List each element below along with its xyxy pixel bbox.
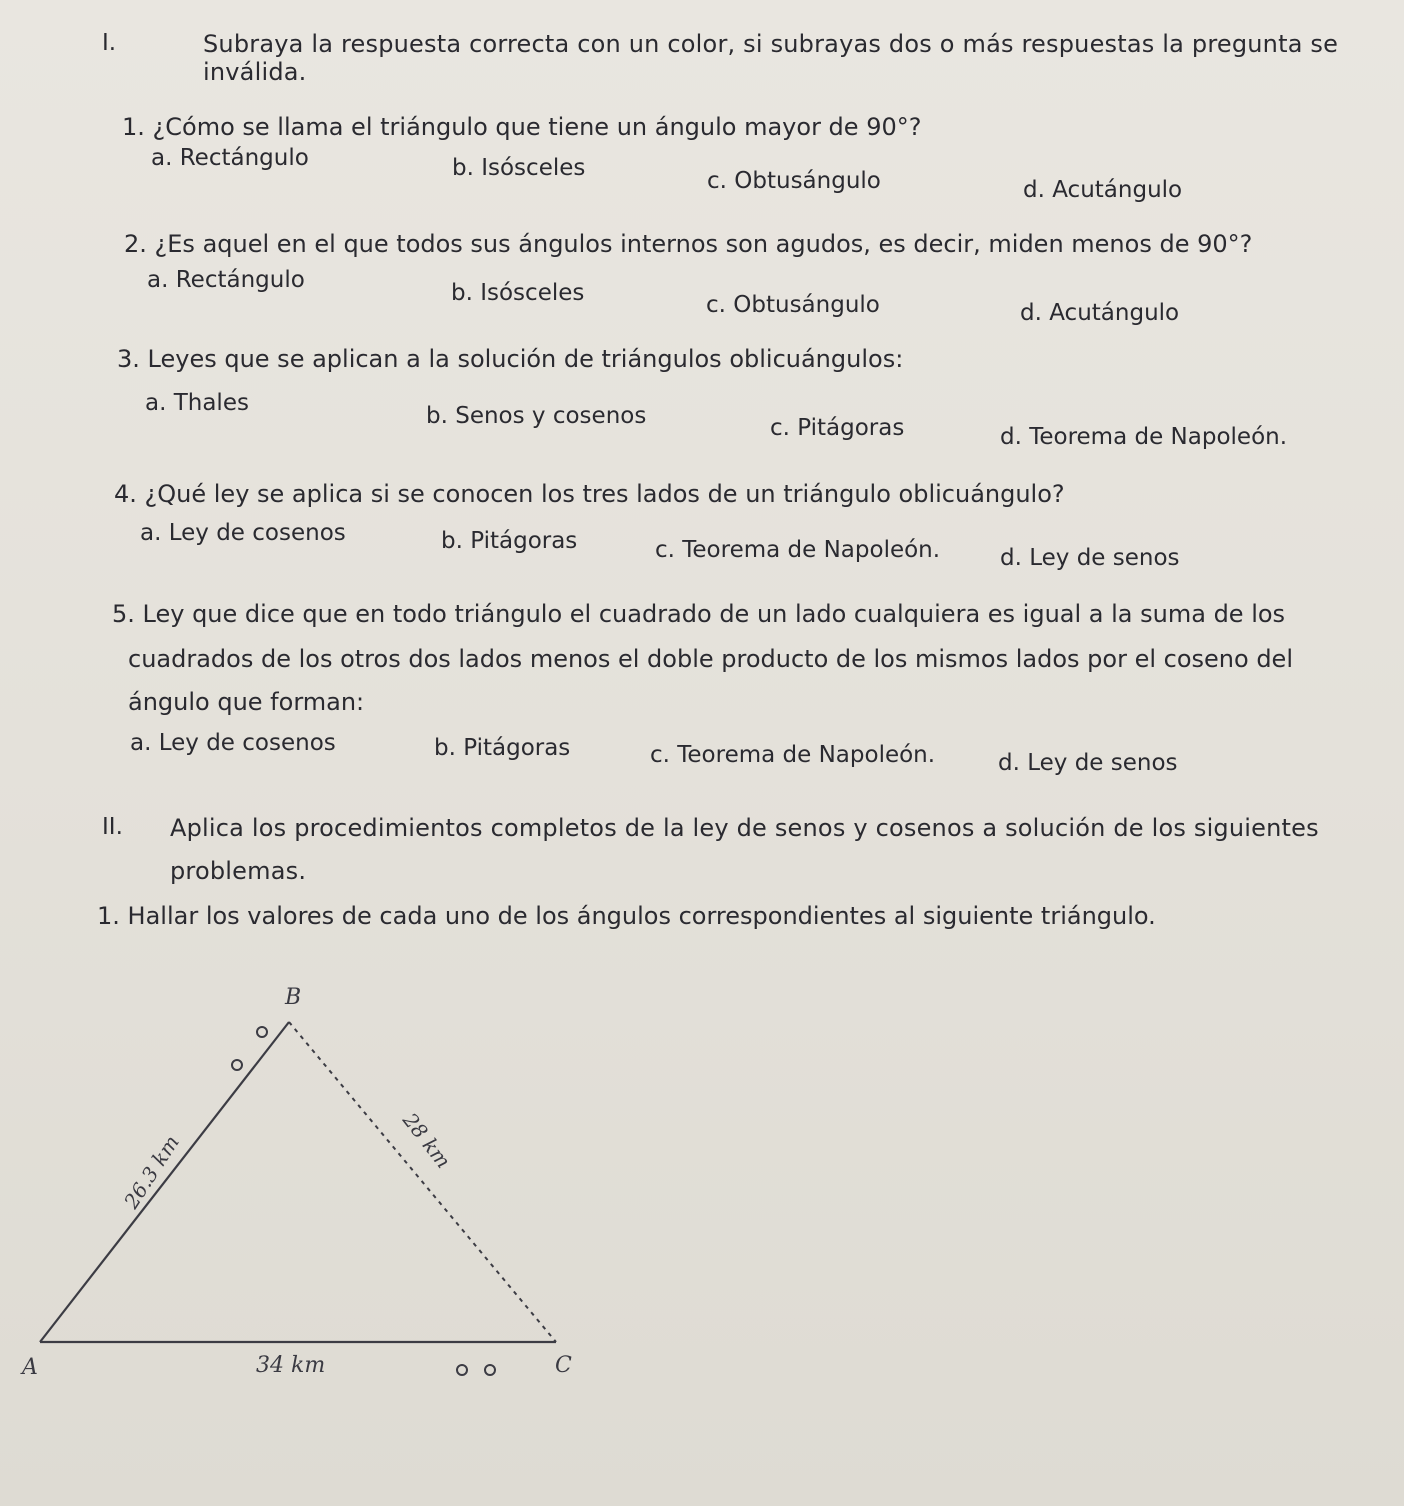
- side-ac-label: 34 km: [256, 1353, 326, 1378]
- question-2-option-d[interactable]: d. Acutángulo: [1020, 300, 1180, 326]
- section-2-instruction: Aplica los procedimientos completos de la ley de senos y cosenos a solución de los siguientes: [170, 814, 1319, 842]
- side-ab-line: [40, 1022, 289, 1342]
- angle-mark-icon: [257, 1027, 267, 1037]
- question-1-option-c[interactable]: c. Obtusángulo: [707, 168, 881, 194]
- question-5-option-d[interactable]: d. Ley de senos: [998, 750, 1178, 776]
- question-5-line-2: cuadrados de los otros dos lados menos el doble producto de los mismos lados por el coseno del: [128, 645, 1293, 673]
- section-1-instruction: Subraya la respuesta correcta con un color, si subrayas dos o más respuestas la pregunta se: [203, 30, 1339, 58]
- side-bc-label: 28 km: [398, 1108, 456, 1173]
- question-4-option-b[interactable]: b. Pitágoras: [441, 528, 578, 554]
- question-2-option-c[interactable]: c. Obtusángulo: [706, 292, 880, 318]
- section-1-number: I.: [102, 30, 117, 56]
- question-3-option-c[interactable]: c. Pitágoras: [770, 415, 905, 441]
- question-3-option-a[interactable]: a. Thales: [145, 390, 249, 416]
- question-5-line-1: 5. Ley que dice que en todo triángulo el cuadrado de un lado cualquiera es igual a la suma de los: [112, 600, 1286, 628]
- section-1-instruction-cont: inválida.: [203, 58, 307, 86]
- question-5-option-b[interactable]: b. Pitágoras: [434, 735, 571, 761]
- section-2-number: II.: [102, 814, 123, 840]
- angle-mark-icon: [485, 1365, 495, 1375]
- vertex-b-label: B: [285, 985, 302, 1010]
- question-5-line-3: ángulo que forman:: [128, 688, 365, 716]
- question-5-option-a[interactable]: a. Ley de cosenos: [130, 730, 336, 756]
- problem-1: 1. Hallar los valores de cada uno de los ángulos correspondientes al siguiente triángulo.: [97, 902, 1156, 930]
- question-4-option-a[interactable]: a. Ley de cosenos: [140, 520, 346, 546]
- question-3-option-d[interactable]: d. Teorema de Napoleón.: [1000, 424, 1288, 450]
- question-3-option-b[interactable]: b. Senos y cosenos: [426, 403, 647, 429]
- question-1-option-b[interactable]: b. Isósceles: [452, 155, 586, 181]
- triangle-figure: [0, 970, 620, 1390]
- question-5-option-c[interactable]: c. Teorema de Napoleón.: [650, 742, 936, 768]
- question-4-option-d[interactable]: d. Ley de senos: [1000, 545, 1180, 571]
- question-1-option-d[interactable]: d. Acutángulo: [1023, 177, 1183, 203]
- angle-mark-icon: [457, 1365, 467, 1375]
- side-ab-label: 26.3 km: [119, 1130, 184, 1213]
- question-2: 2. ¿Es aquel en el que todos sus ángulos internos son agudos, es decir, miden menos de 90°?: [124, 230, 1253, 258]
- question-2-option-a[interactable]: a. Rectángulo: [147, 267, 305, 293]
- question-4-option-c[interactable]: c. Teorema de Napoleón.: [655, 537, 941, 563]
- vertex-a-label: A: [22, 1355, 38, 1380]
- question-3: 3. Leyes que se aplican a la solución de triángulos oblicuángulos:: [117, 345, 904, 373]
- side-bc-line: [289, 1022, 556, 1342]
- question-1: 1. ¿Cómo se llama el triángulo que tiene un ángulo mayor de 90°?: [122, 113, 922, 141]
- question-1-option-a[interactable]: a. Rectángulo: [151, 145, 309, 171]
- angle-mark-icon: [232, 1060, 242, 1070]
- section-2-instruction-cont: problemas.: [170, 857, 307, 885]
- vertex-c-label: C: [555, 1353, 572, 1378]
- question-2-option-b[interactable]: b. Isósceles: [451, 280, 585, 306]
- question-4: 4. ¿Qué ley se aplica si se conocen los tres lados de un triángulo oblicuángulo?: [114, 480, 1065, 508]
